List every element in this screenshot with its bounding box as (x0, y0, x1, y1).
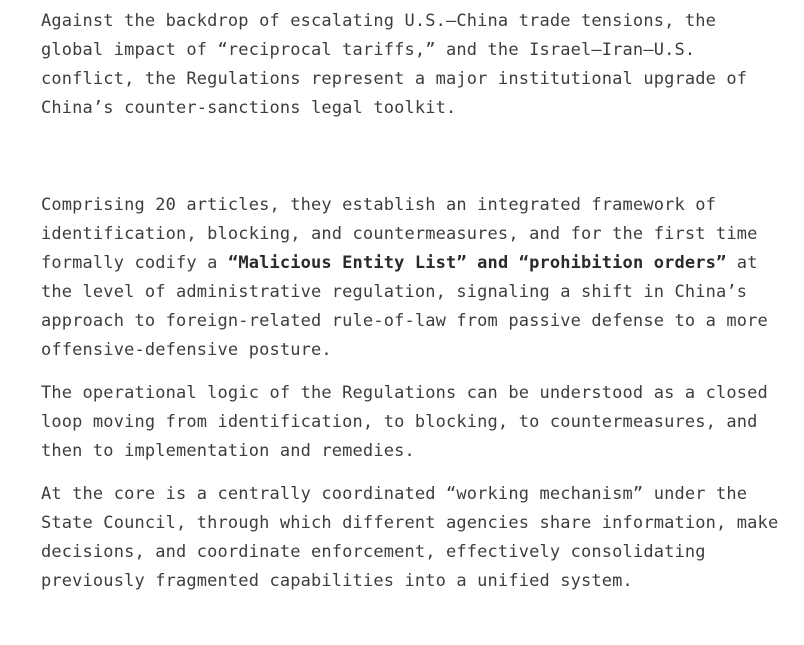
paragraph-framework (41, 191, 781, 365)
article-body (41, 7, 781, 596)
paragraph-framework-emphasis: “Malicious Entity List” and “prohibition orders” (227, 253, 727, 273)
paragraph-trade-tensions: Against the backdrop of escalating U.S.–China trade tensions, the global impact of “reciprocal tariffs,” and the Israel–Iran–U.S. conflict, the Regulations represent a major institutional upgrade of China’s counter-sanctions legal toolkit. (41, 11, 748, 118)
paragraph-framework-before: Comprising 20 articles, they establish an integrated framework of identification, blocking, and countermeasures, and for the first time formally codify a (41, 195, 758, 273)
paragraph-framework-after: at the level of administrative regulation, signaling a shift in China’s approach to foreign-related rule-of-law from passive defense to a more offensive-defensive posture. (41, 253, 768, 360)
paragraph-working-mechanism: At the core is a centrally coordinated “working mechanism” under the State Council, through which different agencies share information, make decisions, and coordinate enforcement, effectively consolidating previously fragmented capabilities into a unified system. (41, 484, 779, 591)
paragraph-operational-logic: The operational logic of the Regulations can be understood as a closed loop moving from identification, to blocking, to countermeasures, and then to implementation and remedies. (41, 383, 768, 461)
